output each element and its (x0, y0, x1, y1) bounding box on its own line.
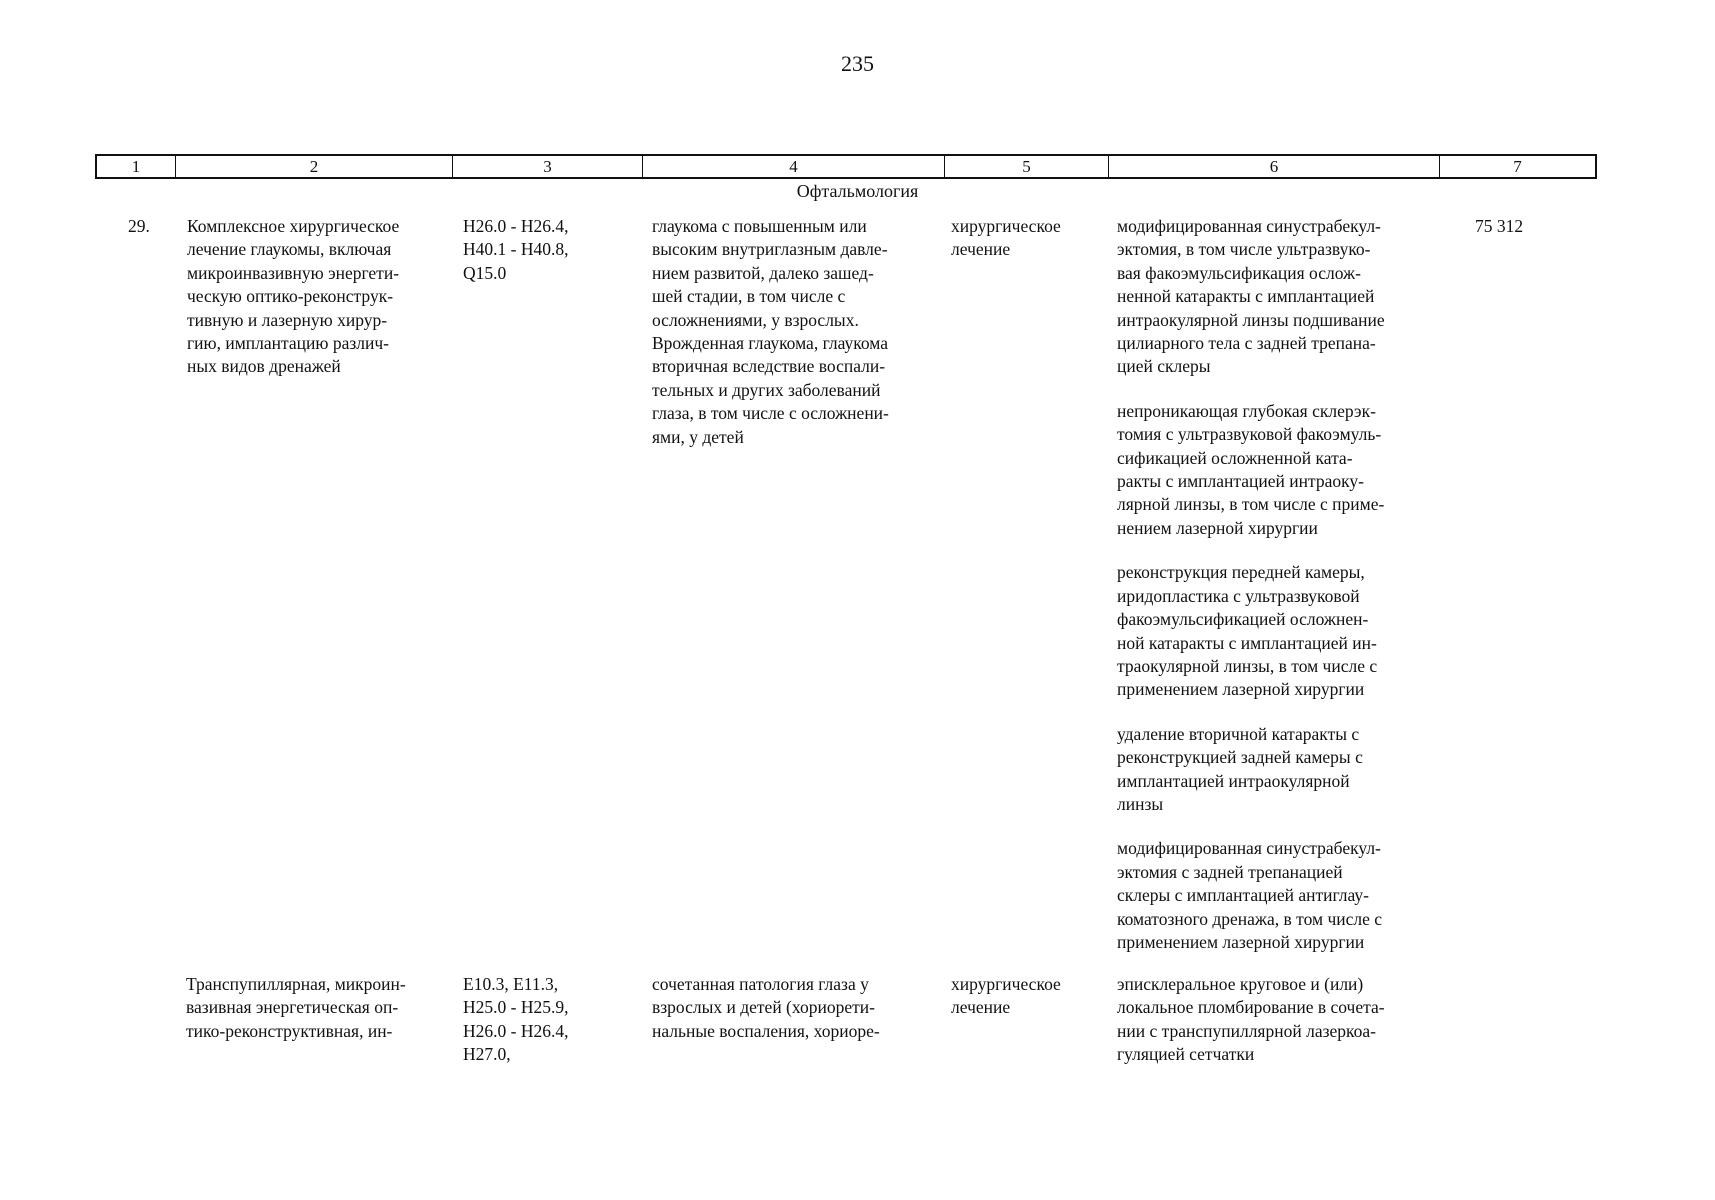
patient-model: сочетанная патология глаза у взрослых и детей (хориорети- нальные воспаления, хориоре- (652, 974, 880, 1041)
header-col-7: 7 (1513, 157, 1522, 176)
page-number: 235 (841, 51, 874, 76)
icd-codes: H26.0 - H26.4, H40.1 - H40.8, Q15.0 (463, 216, 569, 283)
method-item: реконструкция передней камеры, иридопластика с ультразвуковой факоэмульсификацией осложнен- ной катаракты с имплантацией ин- траокулярной линзы, в том числе с применением лазерной хирургии (1117, 562, 1378, 700)
treatment-methods (1117, 215, 1447, 975)
treatment-type: хирургическое лечение (951, 216, 1061, 260)
method-item: непроникающая глубокая склерэк- томия с ультразвуковой факоэмуль- сификацией осложненной ката- ракты с имплантацией интраоку- лярной линзы, в том числе с приме- нением лазерной хирургии (1117, 400, 1385, 538)
header-col-6: 6 (1109, 156, 1440, 177)
header-col-4: 4 (643, 156, 945, 177)
method-item: эписклеральное круговое и (или) локальное пломбирование в сочета- нии с транспупиллярной лазеркоа- гуляцией сетчатки (1117, 974, 1385, 1065)
procedure-name: Комплексное хирургическое лечение глаукомы, включая микроинвазивную энергети- ческую оптико-реконструк- тивную и лазерную хирур- гию, имплантацию различ- ных видов дренажей (187, 216, 400, 377)
header-col-3: 3 (453, 156, 643, 177)
header-col-1: 1 (97, 156, 176, 177)
method-item: модифицированная синустрабекул- эктомия, в том числе ультразвуко- вая факоэмульсификация ослож- ненной катаракты с имплантацией интраокулярной линзы подшивание цилиарного тела с задней трепана- цией склеры (1117, 216, 1385, 377)
row-number: 29. (128, 216, 150, 236)
method-item: модифицированная синустрабекул- эктомия с задней трепанацией склеры с имплантацией антиглау- коматозного дренажа, в том числе с применением лазерной хирургии (1117, 838, 1383, 952)
section-title: Офтальмология (796, 181, 919, 201)
header-col-2: 2 (176, 156, 453, 177)
header-col-5: 5 (945, 156, 1109, 177)
cost-value: 75 312 (1475, 216, 1524, 236)
patient-model: глаукома с повышенным или высоким внутриглазным давле- нием развитой, далеко зашед- шей стадии, в том числе с осложнениями, у взрослых. Врожденная глаукома, глаукома вторичная вследствие воспали- тельных и других заболеваний глаза, в том числе с осложнени- ями, у детей (652, 216, 889, 447)
treatment-type: хирургическое лечение (951, 974, 1061, 1018)
table-header (95, 154, 1597, 179)
icd-codes: E10.3, E11.3, H25.0 - H25.9, H26.0 - H26.4, H27.0, (463, 974, 569, 1065)
procedure-name: Транспупиллярная, микроин- вазивная энергетическая оп- тико-реконструктивная, ин- (186, 974, 406, 1041)
method-item: удаление вторичной катаракты с реконструкцией задней камеры с имплантацией интраокулярной линзы (1117, 723, 1363, 814)
